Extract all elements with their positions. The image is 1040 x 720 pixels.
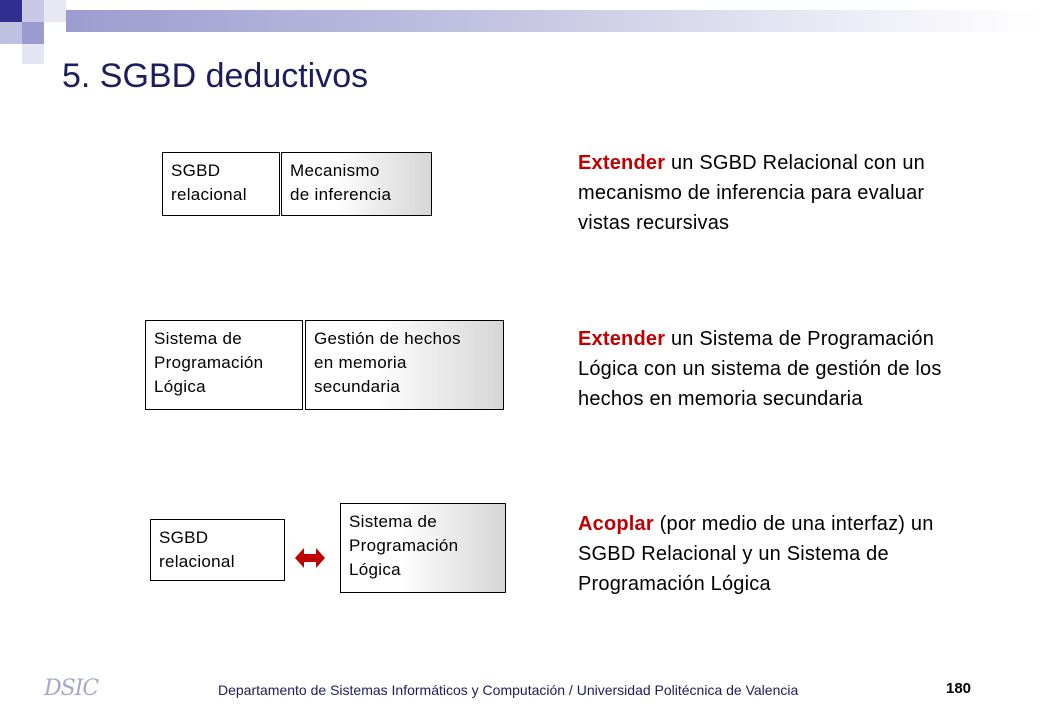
row1-keyword: Extender [578,152,666,174]
box-gestion-hechos: Gestión de hechos en memoria secundaria [305,320,504,410]
double-arrow-icon [293,541,327,575]
dsic-logo: DSIC [44,676,99,701]
box-sgbd-relacional: SGBD relacional [162,152,280,216]
row1-text: un SGBD Relacional con un mecanismo de inferencia para evaluar vistas recursivas [578,152,925,234]
box-sgbd-relacional-2: SGBD relacional [150,519,285,581]
row3-text: (por medio de una interfaz) un SGBD Relacional y un Sistema de Programación Lógica [578,513,934,595]
decor-square [44,0,66,22]
row1-description [578,148,968,238]
box-sistema-programacion-logica: Sistema de Programación Lógica [145,320,303,410]
decor-square [22,44,44,64]
box-sistema-programacion-logica-2: Sistema de Programación Lógica [340,503,506,593]
decor-square [0,0,22,22]
row2-keyword: Extender [578,328,666,350]
slide-title: 5. SGBD deductivos [62,57,369,95]
row3-keyword: Acoplar [578,513,654,535]
row3-description [578,509,968,599]
box-mecanismo-inferencia: Mecanismo de inferencia [281,152,432,216]
footer-department: Departamento de Sistemas Informáticos y Computación / Universidad Politécnica de Valencia [218,682,799,698]
row2-description [578,324,983,414]
header-gradient-bar [66,10,1040,32]
decor-square [0,22,22,44]
row2-text: un Sistema de Programación Lógica con un sistema de gestión de los hechos en memoria secundaria [578,328,942,410]
page-number: 180 [946,680,972,697]
decor-square [22,0,44,22]
decor-square [22,22,44,44]
